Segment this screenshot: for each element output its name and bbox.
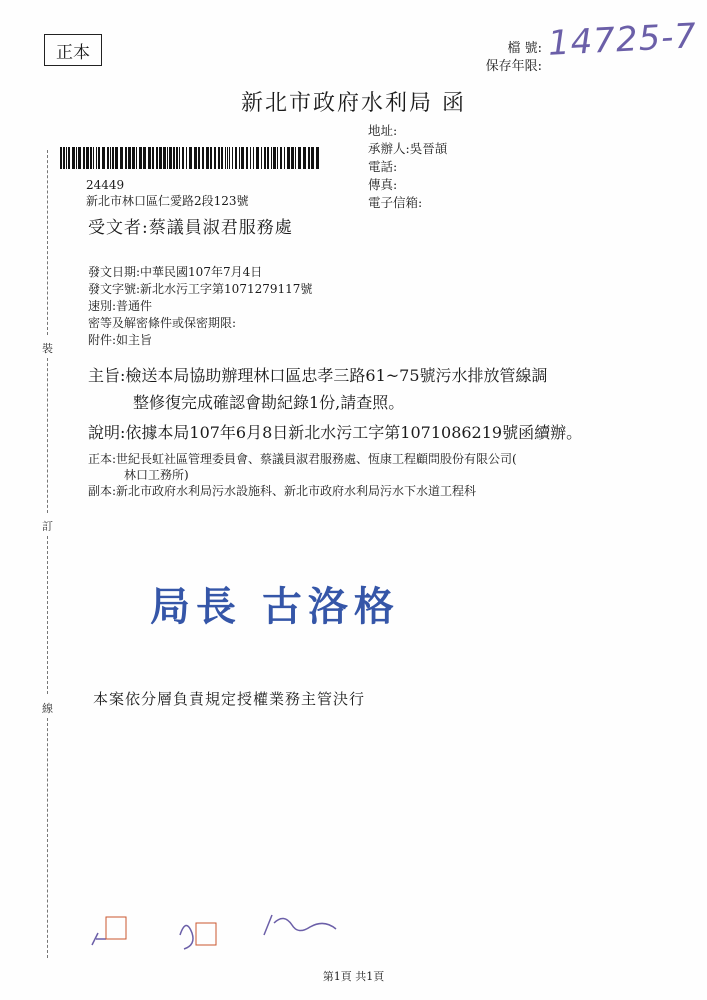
barcode-bar — [102, 147, 105, 169]
barcode-bar — [267, 147, 269, 169]
barcode-bar — [239, 147, 240, 169]
small-red-seal-2 — [196, 923, 216, 945]
barcode-bar — [210, 147, 212, 169]
barcode-bar — [235, 147, 237, 169]
zip-code: 24449 — [86, 178, 125, 192]
barcode-bar — [63, 147, 65, 169]
barcode-bar — [76, 147, 77, 169]
speed-class: 速別:普通件 — [88, 299, 153, 313]
barcode-bar — [194, 147, 197, 169]
subject-line-1: 主旨:檢送本局協助辦理林口區忠孝三路61~75號污水排放管線調 — [88, 366, 548, 385]
barcode-bar — [156, 147, 158, 169]
fax-label: 傳真: — [368, 177, 398, 192]
barcode-bar — [110, 147, 111, 169]
postal-block — [86, 177, 249, 209]
barcode-bar — [295, 147, 296, 169]
barcode-bar — [128, 147, 131, 169]
barcode-bar — [189, 147, 192, 169]
delegation-statement: 本案依分層負責規定授權業務主管決行 — [93, 690, 366, 708]
barcode-bar — [176, 147, 178, 169]
barcode-bar — [136, 147, 137, 169]
security-class: 密等及解密條件或保密期限: — [88, 316, 237, 330]
barcode-bar — [143, 147, 146, 169]
barcode-bar — [132, 147, 135, 169]
barcode-bar — [277, 147, 278, 169]
barcode-bar — [139, 147, 142, 169]
barcode-bar — [253, 147, 254, 169]
barcode-bar — [179, 147, 180, 169]
barcode-bar — [93, 147, 94, 169]
handler-label: 承辦人: — [368, 141, 410, 156]
barcode-bar — [214, 147, 216, 169]
small-red-seal-1 — [106, 917, 126, 939]
attachment: 附件:如主旨 — [88, 333, 153, 347]
barcode-bar — [163, 147, 166, 169]
phone-label: 電話: — [368, 159, 398, 174]
email-label: 電子信箱: — [368, 195, 423, 210]
barcode-bar — [107, 147, 109, 169]
barcode-bar — [72, 147, 75, 169]
barcode-bar — [78, 147, 81, 169]
barcode-bar — [284, 147, 285, 169]
issue-date: 發文日期:中華民國107年7月4日 — [88, 265, 263, 279]
handler-name: 吳晉頡 — [409, 141, 448, 156]
binding-line-middle — [47, 358, 49, 513]
original-recipients-line-1: 正本:世紀長虹社區管理委員會、蔡議員淑君服務處、恆康工程顧問股份有限公司( — [88, 452, 517, 466]
file-no-label: 檔 號: — [507, 41, 542, 56]
barcode-bar — [241, 147, 244, 169]
barcode-bar — [303, 147, 306, 169]
handwritten-annotations — [88, 905, 368, 965]
barcode-bar — [148, 147, 151, 169]
barcode-bar — [271, 147, 272, 169]
explanation: 說明:依據本局107年6月8日新北水污工字第1071086219號函續辦。 — [88, 423, 583, 442]
barcode-bar — [173, 147, 175, 169]
barcode-bar — [225, 147, 226, 169]
barcode-bar — [198, 147, 200, 169]
page-footer: 第1頁 共1頁 — [322, 970, 385, 983]
barcode-bar — [232, 147, 233, 169]
barcode-bar — [280, 147, 282, 169]
barcode-bar — [112, 147, 114, 169]
barcode-bar — [206, 147, 209, 169]
binding-line-bottom — [47, 718, 49, 958]
handler-row — [368, 140, 447, 158]
barcode-bar — [246, 147, 248, 169]
seal-text: 局長 古洛格 — [150, 583, 400, 630]
binding-mark-ding: 訂 — [42, 520, 53, 533]
original-recipients-line-2: 林口工務所) — [124, 468, 189, 482]
barcode-bar — [287, 147, 290, 169]
binding-line-lower — [47, 536, 49, 694]
barcode-bar — [182, 147, 184, 169]
binding-line-top — [47, 150, 49, 335]
barcode-bar — [311, 147, 314, 169]
barcode-bar — [167, 147, 168, 169]
barcode-bar — [169, 147, 172, 169]
barcode-bar — [159, 147, 162, 169]
subject-line-2: 整修復完成確認會勘紀錄1份,請查照。 — [133, 393, 405, 412]
barcode-bar — [186, 147, 187, 169]
barcode-bar — [86, 147, 89, 169]
barcode-bar — [264, 147, 266, 169]
duplicate-recipients: 副本:新北市政府水利局污水設施科、新北市政府水利局污水下水道工程科 — [88, 484, 477, 498]
barcode-bar — [229, 147, 230, 169]
retention-label: 保存年限: — [485, 59, 542, 74]
barcode-bar — [227, 147, 228, 169]
recipient: 受文者:蔡議員淑君服務處 — [88, 218, 293, 238]
barcode-bar — [218, 147, 220, 169]
barcode-bar — [120, 147, 123, 169]
barcode-bar — [68, 147, 70, 169]
barcode-bar — [273, 147, 276, 169]
document-title: 新北市政府水利局 函 — [241, 91, 466, 116]
original-copy-text: 正本 — [56, 42, 90, 63]
barcode-bar — [125, 147, 127, 169]
barcode-bar — [261, 147, 262, 169]
barcode-bar — [66, 147, 67, 169]
barcode-bar — [298, 147, 301, 169]
barcode-bar — [96, 147, 97, 169]
barcode — [60, 147, 320, 169]
handwritten-file-number: 14725-7 — [547, 16, 699, 64]
postal-address: 新北市林口區仁愛路2段123號 — [86, 194, 249, 208]
barcode-bar — [83, 147, 85, 169]
original-copy-label — [44, 34, 102, 66]
director-seal-stamp — [150, 570, 470, 640]
barcode-bar — [152, 147, 154, 169]
archive-info — [458, 40, 542, 76]
binding-mark-xian: 線 — [42, 702, 53, 715]
barcode-bar — [221, 147, 223, 169]
barcode-bar — [115, 147, 118, 169]
barcode-bar — [90, 147, 92, 169]
binding-mark-zhuang: 裝 — [42, 342, 53, 355]
document-number: 發文字號:新北水污工字第1071279117號 — [88, 282, 313, 296]
barcode-bar — [98, 147, 100, 169]
barcode-bar — [316, 147, 319, 169]
barcode-bar — [291, 147, 294, 169]
copies-block — [88, 451, 648, 499]
address-label: 地址: — [368, 123, 398, 138]
barcode-bar — [256, 147, 259, 169]
subject — [88, 362, 648, 416]
contact-block — [368, 122, 447, 212]
barcode-bar — [202, 147, 204, 169]
document-meta — [88, 264, 312, 349]
barcode-bar — [250, 147, 251, 169]
barcode-bar — [308, 147, 310, 169]
barcode-bar — [60, 147, 62, 169]
